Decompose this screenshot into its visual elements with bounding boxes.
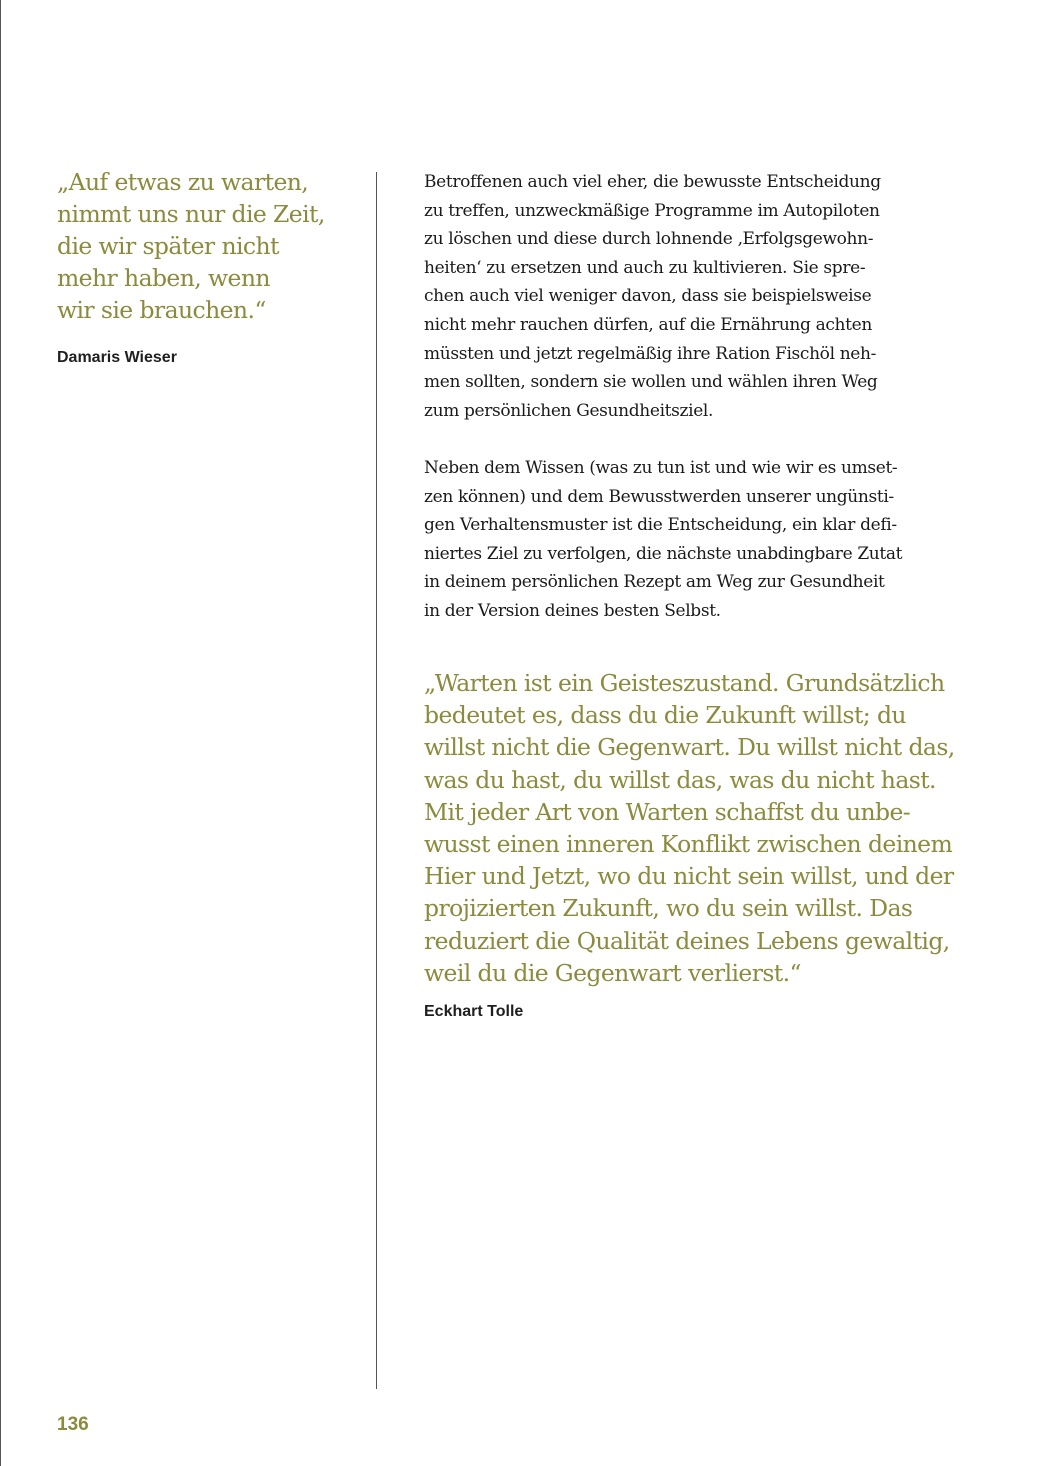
sidebar-quote-line: die wir später nicht [57,232,279,260]
body-line: heiten‘ zu ersetzen und auch zu kultivieren. Sie spre- [424,257,866,278]
main-quote [424,667,1004,989]
body-line: zu treffen, unzweckmäßige Programme im Autopiloten [424,200,880,221]
body-line: zen können) und dem Bewusstwerden unserer ungünsti- [424,486,894,507]
sidebar-quote-line: nimmt uns nur die Zeit, [57,200,325,228]
main-quote-line: projizierten Zukunft, wo du sein willst. Das [424,894,913,923]
main-quote-line: was du hast, du willst das, was du nicht hast. [424,765,936,794]
page-edge-line [0,0,1,1466]
body-paragraph-1 [424,168,994,425]
main-quote-line: reduziert die Qualität deines Lebens gewaltig, [424,926,950,955]
body-line: in deinem persönlichen Rezept am Weg zur Gesundheit [424,572,885,593]
body-line: gen Verhaltensmuster ist die Entscheidung, ein klar defi- [424,515,897,536]
main-quote-line: weil du die Gegenwart verlierst.“ [424,958,801,987]
body-line: Neben dem Wissen (was zu tun ist und wie wir es umset- [424,458,898,478]
body-line: müssten und jetzt regelmäßig ihre Ration Fischöl neh- [424,343,877,364]
sidebar-quote [57,166,357,326]
sidebar-quote-line: „Auf etwas zu warten, [57,168,309,196]
main-quote-line: Hier und Jetzt, wo du nicht sein willst, und der [424,862,954,891]
page-number: 136 [57,1414,89,1435]
body-line: chen auch viel weniger davon, dass sie beispielsweise [424,286,872,307]
main-quote-line: wusst einen inneren Konflikt zwischen deinem [424,830,953,859]
column-divider [376,172,377,1389]
main-quote-line: willst nicht die Gegenwart. Du willst nicht das, [424,733,955,762]
body-line: zum persönlichen Gesundheitsziel. [424,400,714,421]
main-quote-line: bedeutet es, dass du die Zukunft willst; du [424,701,906,730]
main-quote-author: Eckhart Tolle [424,1003,524,1020]
body-line: zu löschen und diese durch lohnende ‚Erfolgsgewohn- [424,229,874,250]
sidebar-quote-author: Damaris Wieser [57,349,177,366]
main-quote-line: Mit jeder Art von Warten schaffst du unbe- [424,797,911,826]
body-line: Betroffenen auch viel eher, die bewusste Entscheidung [424,172,881,192]
sidebar-quote-line: wir sie brauchen.“ [57,296,266,324]
body-paragraph-2 [424,454,994,626]
body-line: nicht mehr rauchen dürfen, auf die Ernährung achten [424,314,872,335]
body-line: men sollten, sondern sie wollen und wählen ihren Weg [424,372,878,393]
body-line: niertes Ziel zu verfolgen, die nächste unabdingbare Zutat [424,543,903,564]
body-line: in der Version deines besten Selbst. [424,600,721,621]
main-quote-line: „Warten ist ein Geisteszustand. Grundsätzlich [424,669,945,697]
sidebar-quote-line: mehr haben, wenn [57,264,270,292]
